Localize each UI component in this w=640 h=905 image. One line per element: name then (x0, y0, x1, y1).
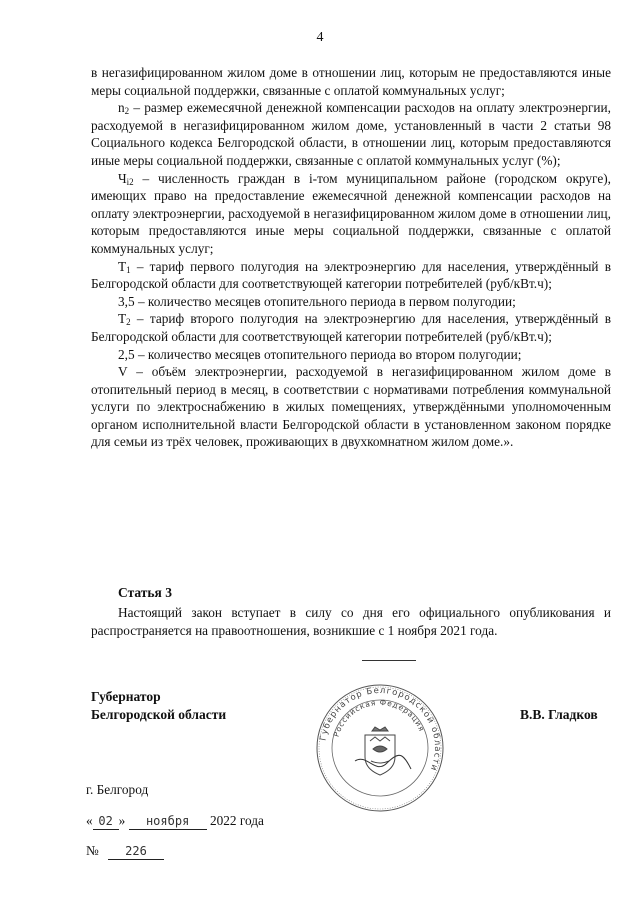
symbol-t1-subscript: 1 (126, 264, 131, 275)
number-value: 226 (125, 844, 147, 858)
symbol-ch: Ч (118, 170, 127, 186)
symbol-t2: Т (118, 311, 127, 327)
date-quote-close: » (118, 813, 126, 828)
seal-inner-text: Российская Федерация (331, 697, 427, 738)
city: г. Белгород (86, 782, 149, 797)
coat-of-arms-emblem (365, 727, 395, 775)
symbol-ch-subscript: i2 (126, 176, 134, 187)
symbol-n: n (118, 100, 125, 116)
symbol-n-subscript: 2 (124, 106, 130, 117)
article-body (91, 604, 611, 639)
date-quote-open: « (86, 813, 93, 828)
signature-scribble (355, 755, 411, 769)
signing-date (86, 813, 264, 830)
definition-t1 (91, 258, 611, 293)
number-sign: № (86, 843, 99, 858)
definition-ch-text: – численность граждан в i-том муниципальном районе (городском округе), имеющих право на предоставление ежемесячной денежной компенсации расходов на оплату электроэнергии, расходуемой в негазифицированном жилом доме в отношении лиц, которым предоставляются иные меры социальной поддержки, связанные с оплатой коммунальных услуг; (91, 170, 611, 256)
date-month-field (129, 813, 207, 830)
definition-months-second: 2,5 – количество месяцев отопительного периода во втором полугодии; (118, 346, 522, 362)
article-text: Настоящий закон вступает в силу со дня его официального опубликования и распространяется на правоотношения, возникшие с 1 ноября 2021 года. (91, 605, 611, 638)
date-year: 2022 года (209, 813, 264, 828)
divider-line (362, 660, 416, 661)
page-number: 4 (316, 30, 324, 45)
definition-months-first: 3,5 – количество месяцев отопительного периода в первом полугодии; (118, 293, 516, 309)
definition-n2-text: – размер ежемесячной денежной компенсации расходов на оплату электроэнергии, расходуемой в негазифицированном жилом доме, установленный в части 2 статьи 98 Социального кодекса Белгородской области, в отношении лиц, которым предоставляются иные меры социальной поддержки, связанные с оплатой коммунальных услуг (%); (91, 100, 611, 168)
definition-ch (91, 170, 611, 258)
date-day: 02 (98, 814, 113, 828)
article-title: Статья 3 (118, 585, 172, 600)
signatory-title-line2: Белгородской области (91, 707, 227, 722)
definition-t1-text: – тариф первого полугодия на электроэнергию для населения, утверждённый в Белгородской области для соответствующей категории потребителей (руб/кВт.ч); (91, 258, 611, 292)
definition-continuation: в негазифицированном жилом доме в отношении лиц, которым не предоставляются иные меры социальной поддержки, связанные с оплатой коммунальных услуг; (91, 65, 611, 98)
definition-v: V – объём электроэнергии, расходуемой в негазифицированном жилом доме в отопительный период в месяц, в соответствии с нормативами потребления коммунальной услуги по электроснабжению в жилых помещениях, утверждёнными уполномоченным органом исполнительной власти Белгородской области в установленном законом порядке для семьи из трёх человек, проживающих в двухкомнатном жилом доме.». (91, 364, 611, 450)
date-day-field (93, 813, 119, 830)
signatory-title-line1: Губернатор (91, 689, 161, 704)
official-seal (315, 683, 445, 813)
seal-outer-text: Губернатор Белгородской области (318, 685, 443, 773)
definition-n2 (91, 99, 611, 169)
symbol-t1: Т (118, 258, 127, 274)
definition-t2-text: – тариф второго полугодия на электроэнергию для населения, утверждённый в Белгородской области для соответствующей категории потребителей (руб/кВт.ч); (91, 311, 611, 344)
document-number (86, 843, 164, 860)
signatory-name: В.В. Гладков (520, 707, 598, 722)
definitions-block (91, 64, 611, 451)
definition-t2 (91, 310, 611, 345)
signatory-title (91, 688, 226, 724)
number-field (108, 843, 164, 860)
symbol-t2-subscript: 2 (126, 317, 131, 328)
date-month: ноября (145, 814, 190, 828)
